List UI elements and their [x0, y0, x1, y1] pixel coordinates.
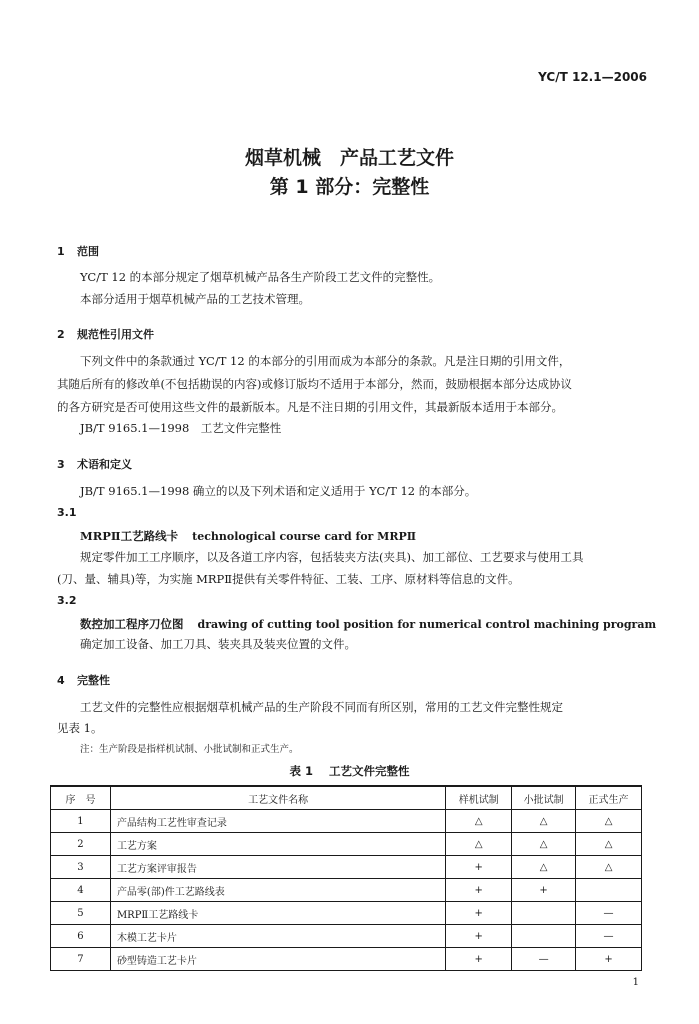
document-title: 烟草机械 产品工艺文件 — [244, 147, 454, 169]
table-row — [51, 925, 642, 948]
cell-no: 7 — [51, 948, 111, 971]
table-row — [51, 879, 642, 902]
section-heading — [57, 456, 132, 472]
cell-no: 1 — [51, 810, 111, 833]
cell-production: — — [576, 925, 642, 948]
paragraph: 的各方研究是否可使用这些文件的最新版本。凡是不注日期的引用文件，其最新版本适用于本部分。 — [57, 400, 563, 414]
header-cell: 序 号 — [51, 786, 111, 810]
section-title: 术语和定义 — [77, 458, 132, 471]
cell-production: △ — [576, 810, 642, 833]
table-row — [51, 948, 642, 971]
cell-name: 产品结构工艺性审查记录 — [110, 810, 445, 833]
section-title: 规范性引用文件 — [77, 328, 154, 341]
section-number: 1 — [57, 245, 65, 258]
cell-production — [576, 879, 642, 902]
table-number: 表 1 — [289, 764, 313, 778]
table-caption — [0, 763, 699, 779]
section-number: 3 — [57, 458, 65, 471]
term-definition: (刀、量、辅具)等，为实施 MRPⅡ提供有关零件特征、工装、工序、原材料等信息的文件。 — [57, 572, 520, 586]
cell-prototype: + — [446, 925, 512, 948]
cell-production: △ — [576, 833, 642, 856]
cell-production: △ — [576, 856, 642, 879]
cell-prototype: △ — [446, 810, 512, 833]
subsection-number: 3.1 — [57, 506, 77, 519]
table-row — [51, 856, 642, 879]
note: 注：生产阶段是指样机试制、小批试制和正式生产。 — [80, 744, 299, 755]
section-number: 4 — [57, 674, 65, 687]
term-english: drawing of cutting tool position for numerical control machining program — [197, 618, 657, 631]
section-heading — [57, 243, 99, 259]
cell-prototype: + — [446, 879, 512, 902]
cell-small-batch: △ — [512, 833, 576, 856]
paragraph: 其随后所有的修改单(不包括勘误的内容)或修订版均不适用于本部分，然而，鼓励根据本部分达成协议 — [57, 377, 572, 391]
cell-no: 5 — [51, 902, 111, 925]
document-code: YC/T 12.1—2006 — [538, 70, 647, 84]
cell-name: 工艺方案评审报告 — [110, 856, 445, 879]
reference-item: JB/T 9165.1—1998 工艺文件完整性 — [80, 421, 282, 435]
cell-small-batch — [512, 925, 576, 948]
page-number: 1 — [632, 977, 639, 988]
cell-no: 3 — [51, 856, 111, 879]
term-chinese: MRPⅡ工艺路线卡 — [80, 529, 179, 543]
completeness-table — [50, 785, 642, 971]
cell-prototype: △ — [446, 833, 512, 856]
section-number: 2 — [57, 328, 65, 341]
cell-production: + — [576, 948, 642, 971]
table-row — [51, 902, 642, 925]
cell-no: 4 — [51, 879, 111, 902]
term-definition: 规定零件加工工序顺序，以及各道工序内容，包括装夹方法(夹具)、加工部位、工艺要求与使用工具 — [80, 550, 584, 564]
cell-no: 6 — [51, 925, 111, 948]
paragraph: 下列文件中的条款通过 YC/T 12 的本部分的引用而成为本部分的条款。凡是注日期的引用文件， — [80, 354, 571, 368]
header-cell: 小批试制 — [512, 786, 576, 810]
section-heading — [57, 672, 110, 688]
header-cell: 正式生产 — [576, 786, 642, 810]
table-row — [51, 833, 642, 856]
cell-small-batch — [512, 902, 576, 925]
header-cell: 工艺文件名称 — [110, 786, 445, 810]
section-title: 完整性 — [77, 674, 110, 687]
section-title: 范围 — [77, 245, 99, 258]
paragraph: JB/T 9165.1—1998 确立的以及下列术语和定义适用于 YC/T 12 的本部分。 — [80, 484, 477, 498]
term-chinese: 数控加工程序刀位图 — [80, 617, 184, 631]
cell-no: 2 — [51, 833, 111, 856]
section-heading — [57, 326, 154, 342]
term-definition: 确定加工设备、加工刀具、装夹具及装夹位置的文件。 — [80, 637, 356, 651]
cell-small-batch: + — [512, 879, 576, 902]
subsection-number: 3.2 — [57, 594, 77, 607]
cell-small-batch: — — [512, 948, 576, 971]
table-title: 工艺文件完整性 — [329, 764, 410, 778]
paragraph: 本部分适用于烟草机械产品的工艺技术管理。 — [80, 292, 310, 306]
term-english: technological course card for MRPⅡ — [192, 530, 417, 543]
header-cell: 样机试制 — [446, 786, 512, 810]
cell-name: 砂型铸造工艺卡片 — [110, 948, 445, 971]
cell-small-batch: △ — [512, 856, 576, 879]
term-title — [80, 616, 656, 632]
paragraph: YC/T 12 的本部分规定了烟草机械产品各生产阶段工艺文件的完整性。 — [80, 270, 441, 284]
paragraph: 见表 1。 — [57, 721, 103, 735]
cell-production: — — [576, 902, 642, 925]
document-subtitle: 第 1 部分：完整性 — [269, 176, 430, 198]
cell-prototype: + — [446, 856, 512, 879]
cell-name: 工艺方案 — [110, 833, 445, 856]
cell-name: 产品零(部)件工艺路线表 — [110, 879, 445, 902]
cell-prototype: + — [446, 902, 512, 925]
term-title — [80, 528, 416, 544]
cell-prototype: + — [446, 948, 512, 971]
table-header-row — [51, 786, 642, 810]
cell-name: 木模工艺卡片 — [110, 925, 445, 948]
table-row — [51, 810, 642, 833]
paragraph: 工艺文件的完整性应根据烟草机械产品的生产阶段不同而有所区别，常用的工艺文件完整性规定 — [80, 700, 563, 714]
cell-name: MRPⅡ工艺路线卡 — [110, 902, 445, 925]
cell-small-batch: △ — [512, 810, 576, 833]
